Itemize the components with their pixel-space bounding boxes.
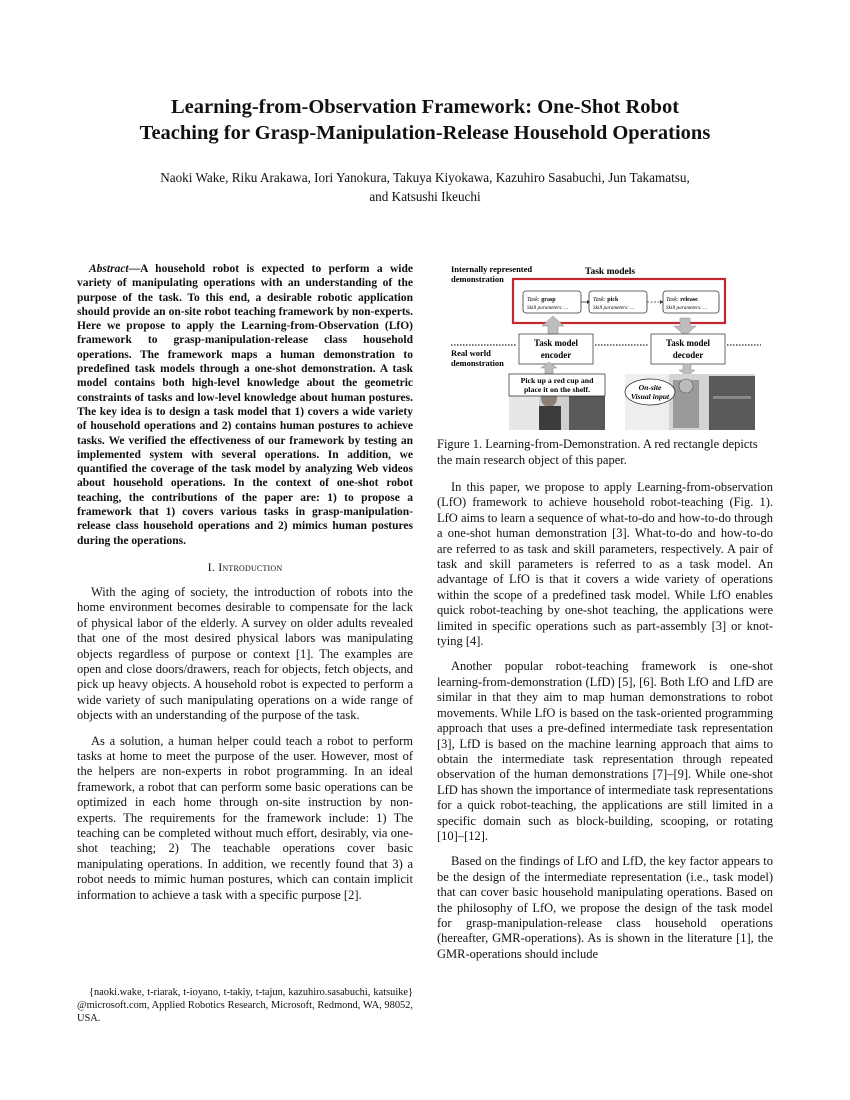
authors-line-2: and Katsushi Ikeuchi xyxy=(369,189,481,204)
right-paragraph-2: Another popular robot-teaching framework is one-shot learning-from-demonstration (LfD) [5], [6]. Both LfO and LfD are similar in that they aim to map human demonstrations to robot movements. While LfO is based on the task-oriented programming approach that uses a pre-defined intermediate task representation [3], LfD is based on the machine learning approach that aims to obtain the intermediate task representation through repeated observation of the human demonstrations [7]–[9]. While one-shot LfD has shown the importance of intermediate task representations for a quick robot-teaching, the applications are still limited in a specific domain such as block-building, scooping, or rotating [10]–[12]. xyxy=(437,659,773,843)
decoder-line2: decoder xyxy=(672,350,704,360)
authors-line-1: Naoki Wake, Riku Arakawa, Iori Yanokura, Takuya Kiyokawa, Kazuhiro Sasabuchi, Jun Takamatsu, xyxy=(160,170,690,185)
task-box-pick-label xyxy=(593,297,619,303)
task-release-prefix: Task: xyxy=(666,297,679,303)
title-line-2: Teaching for Grasp-Manipulation-Release Household Operations xyxy=(139,122,711,144)
task-release-skill: Skill parameters: ... xyxy=(666,305,708,311)
right-paragraph-1: In this paper, we propose to apply Learning-from-observation (LfO) framework to achieve household robot-teaching (Fig. 1). LfO aims to learn a sequence of what-to-do and how-to-do through a one-shot human demonstration [3]. What-to-do and how-to-do are referred to as task and skill parameters, respectively. A pair of task and skill parameters is referred to as a task model. An advantage of LfO is that it covers a wide variety of operations within the scope of a predefined task model. While LfO enables quick robot-teaching by one-shot teaching, the applications were limited in specific operations such as part-assembly [3] or knot-tying [4]. xyxy=(437,480,774,649)
label-real-line1: Real world xyxy=(451,348,491,358)
down-arrow-decoder xyxy=(674,318,696,336)
figure-1-diagram xyxy=(437,258,773,434)
label-internal-line1: Internally represented xyxy=(451,264,533,274)
encoder-line2: encoder xyxy=(540,350,572,360)
intro-paragraph-2: As a solution, a human helper could teach a robot to perform tasks at home to meet the purpose of the user. However, most of the helpers are non-experts in robot programming. In an ideal framework, a robot that can perform some basic operations can be optimized in each home through on-site instruction by non-experts. The requirements for the framework include: 1) The teaching can be completed without much effort, desirably, via one-shot teaching; 2) The teachable operations cover basic manipulating operations. In addition, we recently found that 3) a robot needs to mimic human postures, which can contain implicit information to achieve a task with a specific purpose [2]. xyxy=(77,733,413,902)
paper-title xyxy=(60,94,790,146)
instruction-line1: Pick up a red cup and xyxy=(520,376,594,385)
intro-paragraph-1: With the aging of society, the introduction of robots into the home environment becomes desirable to compensate for the lack of physical labor of the elderly. A survey on older adults revealed that one of the most desired physical labors was manipulating objects regardless of purpose or context [1]. The examples are open and close doors/drawers, reach for objects, fetch objects, and pick up heavy objects. A household robot is expected to perform a wide variety of such manipulating operations on a wide range of objects with an understanding of the purpose of the task. xyxy=(77,584,413,723)
human-demo-person-body xyxy=(539,406,561,430)
encoder-line1: Task model xyxy=(534,338,578,348)
task-grasp-name: grasp xyxy=(541,297,556,303)
left-column xyxy=(77,262,413,913)
robot-photo-shelf xyxy=(709,376,755,430)
figure-1-caption: Figure 1. Learning-from-Demonstration. A red rectangle depicts the main research object of this paper. xyxy=(437,437,758,467)
task-grasp-prefix: Task: xyxy=(527,297,540,303)
title-line-1: Learning-from-Observation Framework: One-Shot Robot xyxy=(170,96,680,118)
onsite-line1: On-site xyxy=(638,383,662,392)
right-paragraph-3: Based on the findings of LfO and LfD, the key factor appears to be the design of the intermediate representation (i.e., task model) that can cover basic household manipulating operations. Based on the philosophy of LfO, we propose the design of the task model for grasp-manipulation-release class household operations (hereafter, GMR-operations). As is shown in the literature [1], the GMR-operations should include xyxy=(437,854,773,961)
up-arrow-encoder xyxy=(542,316,564,334)
author-list xyxy=(80,168,770,206)
figure-1 xyxy=(437,258,773,434)
abstract-label: Abstract xyxy=(89,263,129,275)
task-grasp-skill: Skill parameters: ... xyxy=(527,305,569,311)
abstract xyxy=(77,262,413,548)
label-task-models: Task models xyxy=(585,267,636,277)
author-affiliation-footnote: {naoki.wake, t-riarak, t-ioyano, t-takiy, t-tajun, kazuhiro.sasabuchi, katsuike} @microsoft.com, Applied Robotics Research, Microsoft, Redmond, WA, 98052, USA. xyxy=(77,987,413,1025)
onsite-line2: Visual input xyxy=(630,392,670,401)
label-real-line2: demonstration xyxy=(451,358,504,368)
task-pick-name: pick xyxy=(607,297,619,303)
task-box-grasp-label xyxy=(527,297,556,303)
abstract-text: —A household robot is expected to perform a wide variety of manipulating operations with an understanding of the purpose of the task. To this end, a desirable robotic application should provide an on-site robot teaching framework by non-experts. Here we propose to apply the Learning-from-Observation (LfO) framework to grasp-manipulation-release class household operations. The framework maps a human demonstration to predefined task models through a one-shot demonstration. A task model contains both high-level knowledge about the geometric constraints of tasks and low-level knowledge about human postures. The key idea is to design a task model that 1) covers a wide variety of household operations and 2) contains human postures to achieve tasks. We verified the effectiveness of our framework by testing an implemented system with several operations. In addition, we quantified the coverage of the task model by analyzing Web videos about household operations. In the context of one-shot robot teaching, the contributions of the paper are: 1) to propose a framework that 1) covers various tasks in grasp-manipulation-release class household operations and 2) mimics human postures during the operations. xyxy=(77,263,413,547)
task-pick-prefix: Task: xyxy=(593,297,606,303)
task-pick-skill: Skill parameters: ... xyxy=(593,305,635,311)
arrowhead-pick-to-release xyxy=(660,300,663,304)
right-column xyxy=(437,480,773,972)
task-release-name: release xyxy=(680,297,698,303)
robot-photo-shelf-board xyxy=(713,396,751,399)
decoder-line1: Task model xyxy=(666,338,710,348)
label-internal-line2: demonstration xyxy=(451,274,504,284)
instruction-line2: place it on the shelf. xyxy=(523,385,591,394)
section-heading-introduction: I. Introduction xyxy=(207,559,283,574)
task-box-release-label xyxy=(666,297,698,303)
robot-photo-head xyxy=(679,379,693,393)
